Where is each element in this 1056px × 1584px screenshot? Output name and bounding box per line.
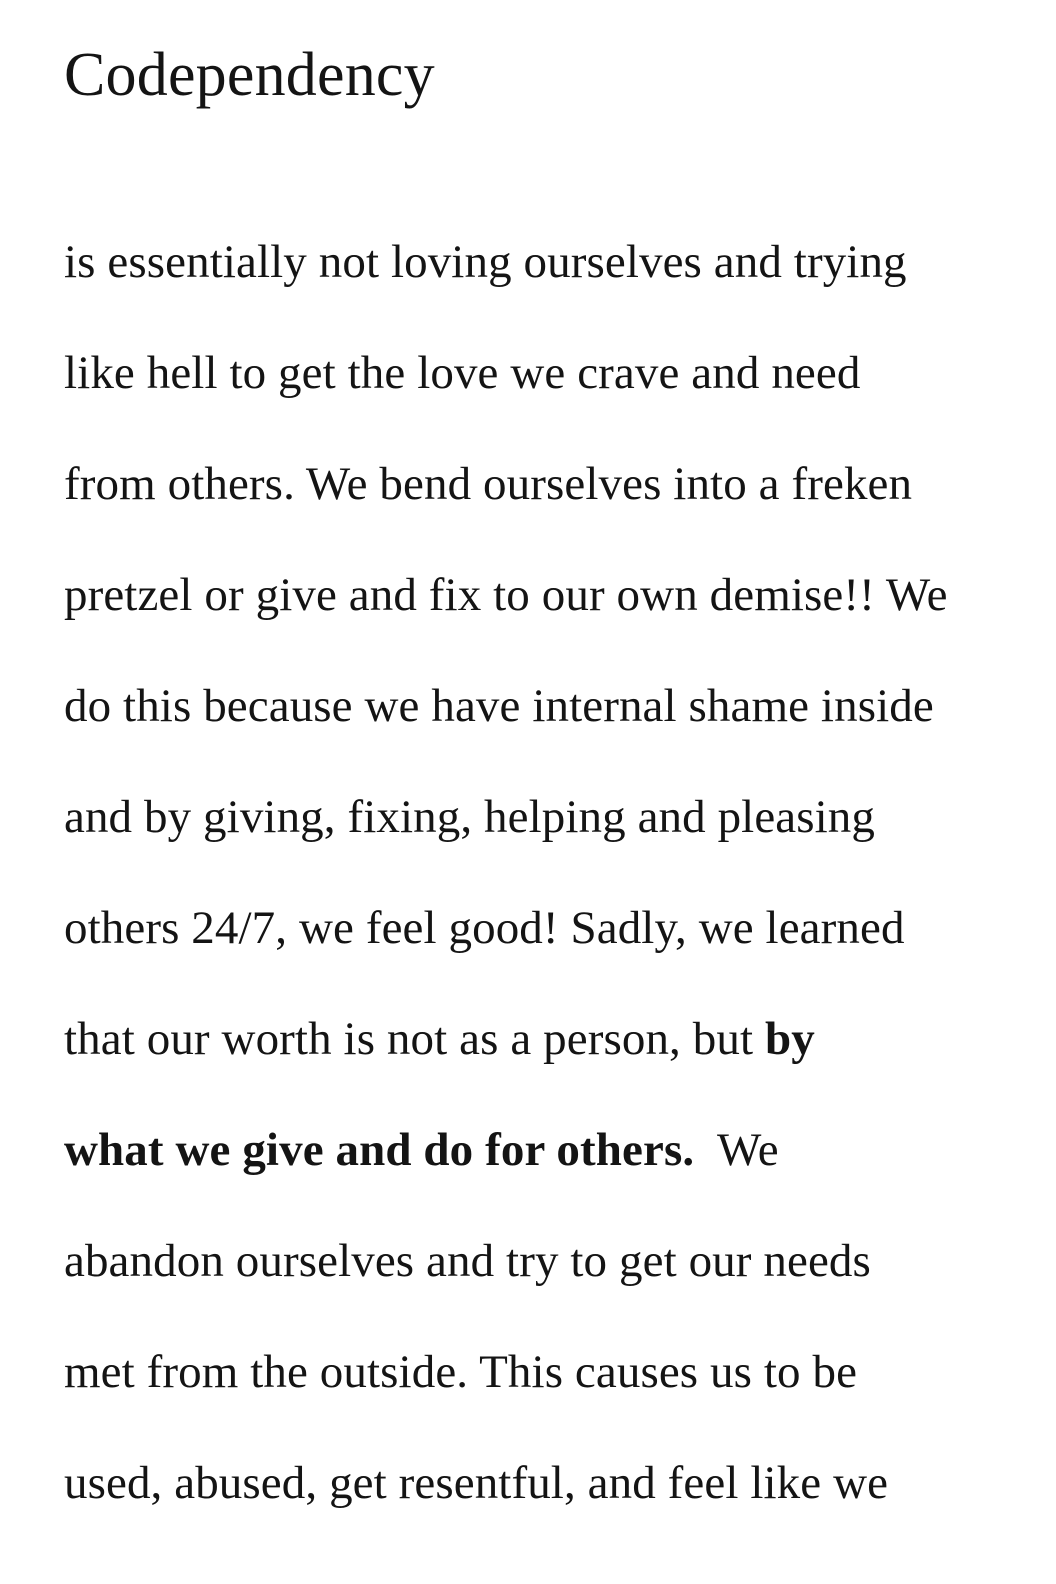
body-line: from others. We bend ourselves into a freken: [64, 458, 913, 510]
body-line: like hell to get the love we crave and need: [64, 347, 861, 399]
body-text-regular: that our worth is not as a person, but: [64, 1013, 765, 1065]
body-line: met from the outside. This causes us to be: [64, 1346, 858, 1398]
body-text-bold: by: [764, 1013, 815, 1065]
body-line: do this because we have internal shame inside: [64, 680, 934, 732]
body-text-bold: what we give and do for others.: [64, 1124, 695, 1176]
body-line: is essentially not loving ourselves and trying: [64, 236, 907, 288]
body-line: used, abused, get resentful, and feel like we: [64, 1457, 889, 1509]
body-line-with-bold: [64, 1110, 1024, 1221]
body-line: others 24/7, we feel good! Sadly, we learned: [64, 902, 905, 954]
article-body: [64, 222, 1024, 1554]
article-title: Codependency: [64, 41, 435, 109]
body-line: abandon ourselves and try to get our needs: [64, 1235, 871, 1287]
body-line-with-bold: [64, 999, 1024, 1110]
body-line: and by giving, fixing, helping and pleasing: [64, 791, 876, 843]
body-text-regular: We: [694, 1124, 779, 1176]
body-line: pretzel or give and fix to our own demise!! We: [64, 569, 948, 621]
